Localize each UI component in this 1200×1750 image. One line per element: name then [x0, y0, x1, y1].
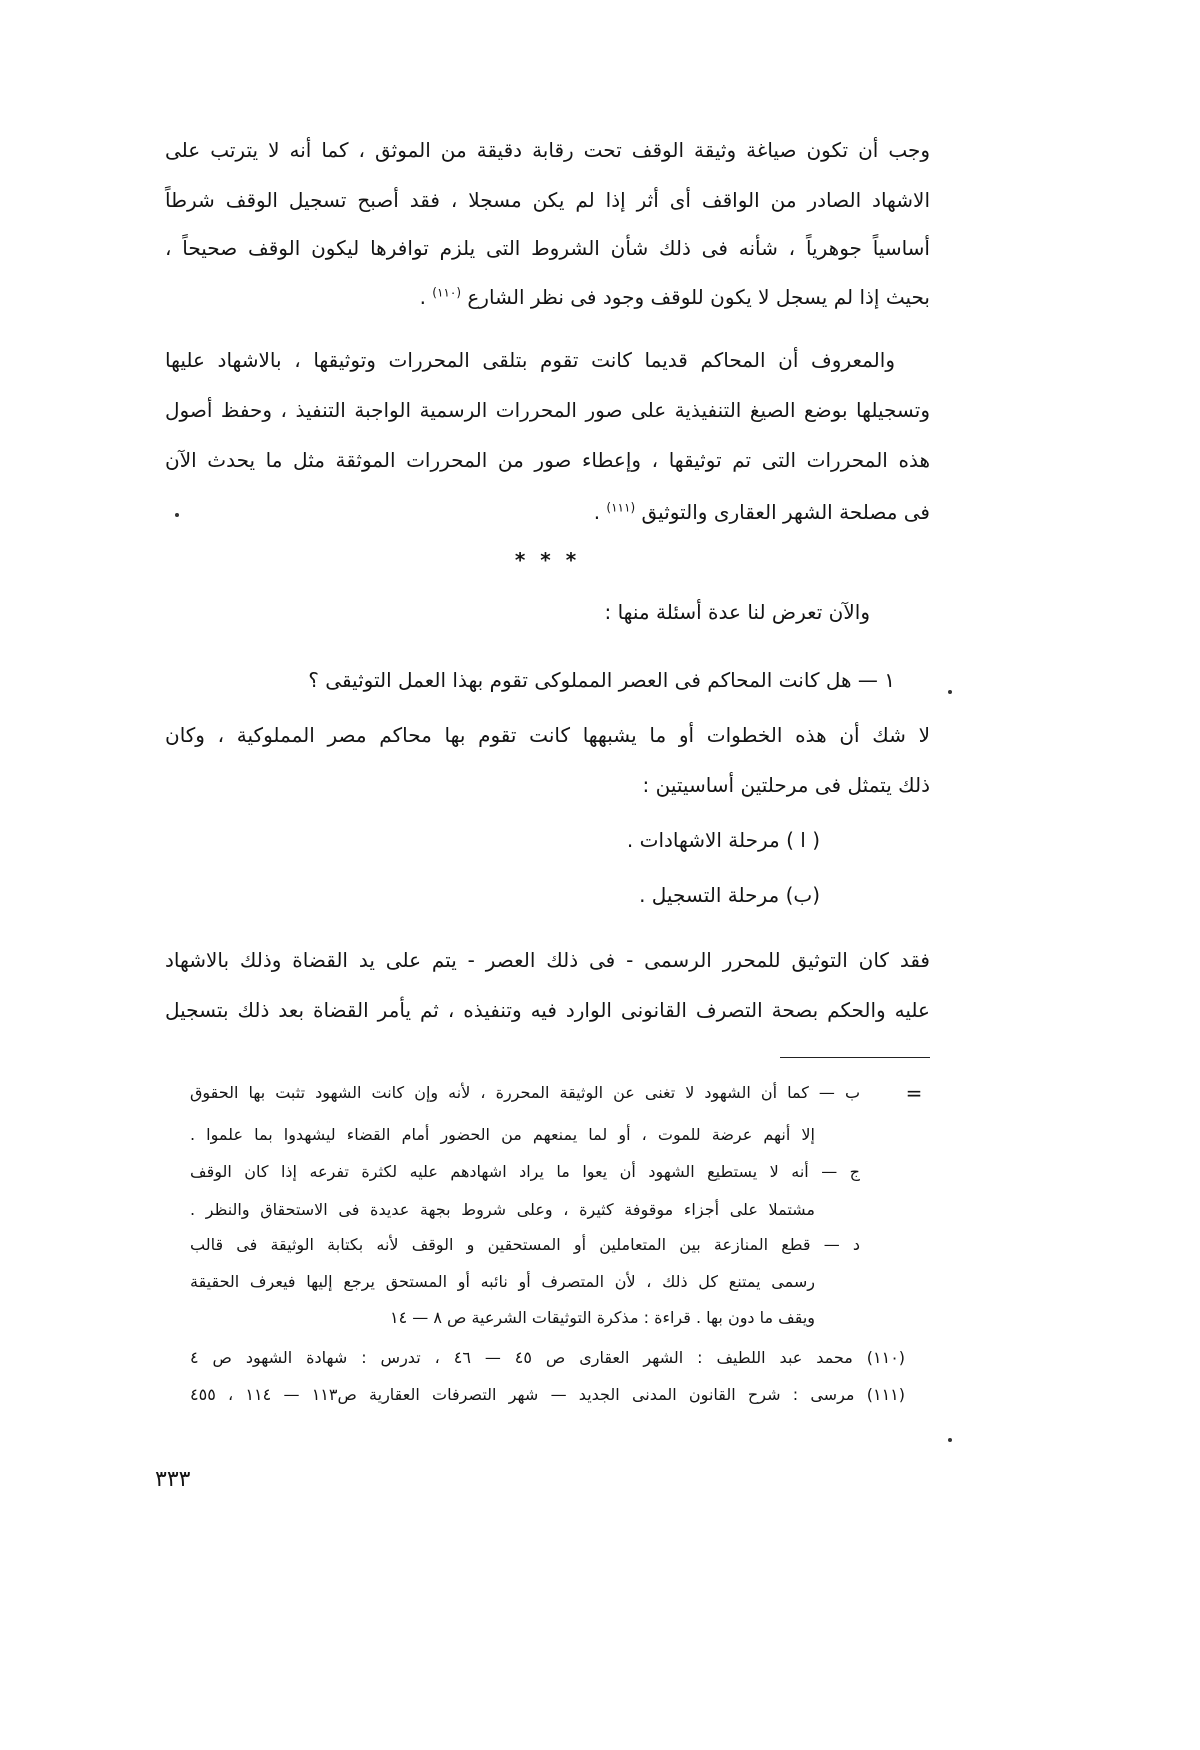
footnote-item-j-line-1 [190, 1157, 930, 1187]
paragraph-2-line-1: والمعروف أن المحاكم قديما كانت تقوم بتلقى المحررات وتوثيقها ، بالاشهاد عليها [165, 348, 895, 372]
paragraph-1-last-line-tail: . [419, 285, 426, 309]
footnote-continuation-mark: = [905, 1081, 923, 1105]
footnote-ref-111: (١١١) [606, 500, 636, 515]
footnote-item-label: ب — [818, 1083, 861, 1102]
scan-speck [948, 1438, 952, 1442]
footnote-item-d-line-2: رسمى يمتنع كل ذلك ، لأن المتصرف أو نائبه أو المستحق يرجع إليها فيعرف الحقيقة [190, 1272, 815, 1291]
paragraph-1-line-3: أساسياً جوهرياً ، شأنه فى ذلك شأن الشروط التى يلزم توافرها ليكون الوقف صحيحاً ، [165, 236, 930, 260]
footnote-item-text: أنه لا يستطيع الشهود أن يعوا ما يراد اشهادهم عليه لكثرة تفرعه إذا كان الوقف [190, 1162, 809, 1181]
scan-speck [948, 690, 952, 694]
paragraph-1-last-line-text: بحيث إذا لم يسجل لا يكون للوقف وجود فى نظر الشارع [467, 285, 930, 309]
paragraph-2-last-line-text: فى مصلحة الشهر العقارى والتوثيق [641, 500, 930, 524]
footnote-item-text: قطع المنازعة بين المتعاملين أو المستحقين و الوقف لأنه بكتابة الوثيقة فى قالب [190, 1235, 811, 1254]
footnote-item-d-line-1 [190, 1230, 930, 1260]
footnote-item-label: ج — [821, 1162, 860, 1181]
footnote-item-j-line-2: مشتملا على أجزاء موقوفة كثيرة ، وعلى شروط بجهة عديدة فى الاستحقاق والنظر . [190, 1200, 815, 1219]
paragraph-1-line-1: وجب أن تكون صياغة وثيقة الوقف تحت رقابة دقيقة من الموثق ، كما أنه لا يترتب على [165, 138, 930, 162]
footnote-reference-110: (١١٠) محمد عبد اللطيف : الشهر العقارى ص ٤٥ — ٤٦ ، تدرس : شهادة الشهود ص ٤ [190, 1348, 906, 1367]
footnote-item-b-line-2: إلا أنهم عرضة للموت ، أو لما يمنعهم من الحضور أمام القضاء ليشهدوا بما علموا . [190, 1125, 815, 1144]
paragraph-2-last-line [165, 492, 930, 532]
footnote-item-d-line-3: ويقف ما دون بها . قراءة : مذكرة التوثيقات الشرعية ص ٨ — ١٤ [389, 1308, 815, 1327]
answer-line-2: ذلك يتمثل فى مرحلتين أساسيتين : [642, 773, 930, 797]
question-intro: والآن تعرض لنا عدة أسئلة منها : [604, 600, 870, 624]
paragraph-4-line-2: عليه والحكم بصحة التصرف القانونى الوارد فيه وتنفيذه ، ثم يأمر القضاة بعد ذلك بتسجيل [165, 998, 930, 1022]
footnote-item-label: د — [823, 1235, 860, 1254]
paragraph-2-line-2: وتسجيلها بوضع الصيغ التنفيذية على صور المحررات الرسمية الواجبة التنفيذ ، وحفظ أصول [165, 398, 930, 422]
footnote-item-b-line-1 [190, 1078, 930, 1108]
paragraph-4-line-1: فقد كان التوثيق للمحرر الرسمى - فى ذلك العصر - يتم على يد القضاة وذلك بالاشهاد [165, 948, 930, 972]
stage-item-b: (ب) مرحلة التسجيل . [639, 883, 820, 907]
answer-line-1: لا شك أن هذه الخطوات أو ما يشبهها كانت تقوم بها محاكم مصر المملوكية ، وكان [165, 723, 930, 747]
paragraph-1-line-2: الاشهاد الصادر من الواقف أى أثر إذا لم يكن مسجلا ، فقد أصبح تسجيل الوقف شرطاً [165, 188, 930, 212]
scan-speck [175, 513, 179, 517]
footnote-ref-110: (١١٠) [432, 285, 461, 300]
paragraph-2-last-line-tail: . [593, 500, 601, 524]
page-number: ٣٣٣ [155, 1467, 191, 1492]
stage-item-a: ( ا ) مرحلة الاشهادات . [626, 828, 820, 852]
paragraph-1-last-line [165, 277, 930, 317]
section-break: * * * [514, 548, 581, 572]
footnote-reference-111: (١١١) مرسى : شرح القانون المدنى الجديد — شهر التصرفات العقارية ص١١٣ — ١١٤ ، ٤٥٥ [190, 1385, 906, 1404]
footnote-separator [780, 1057, 930, 1058]
question-1: ١ — هل كانت المحاكم فى العصر المملوكى تقوم بهذا العمل التوثيقى ؟ [308, 668, 895, 692]
footnote-item-text: كما أن الشهود لا تغنى عن الوثيقة المحررة ، لأنه وإن كانت الشهود تثبت بها الحقوق [190, 1083, 809, 1102]
paragraph-2-line-3: هذه المحررات التى تم توثيقها ، وإعطاء صور من المحررات الموثقة مثل ما يحدث الآن [165, 448, 930, 472]
